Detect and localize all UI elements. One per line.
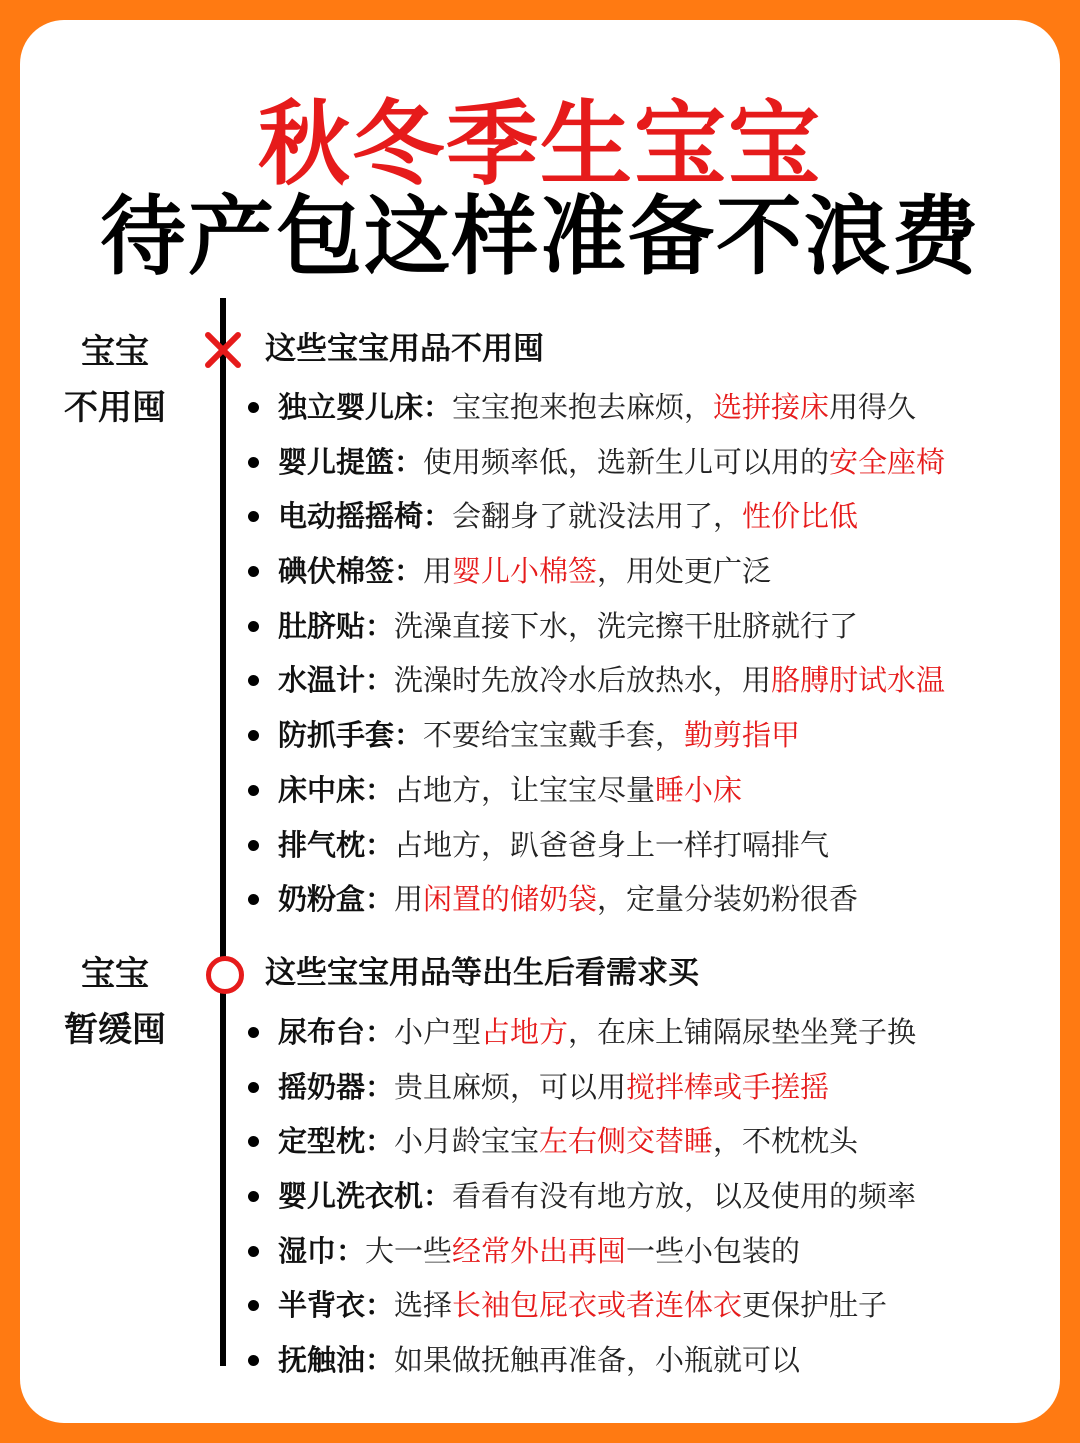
item-list-no-stock bbox=[242, 380, 1042, 927]
item-text: 用 bbox=[423, 554, 453, 589]
item-text: 一些小包装的 bbox=[626, 1233, 801, 1268]
list-item bbox=[242, 1169, 1042, 1224]
bullet-icon bbox=[248, 1136, 259, 1147]
item-text: ，定量分装奶粉很香 bbox=[597, 882, 859, 917]
bullet-icon bbox=[248, 621, 259, 632]
list-item bbox=[242, 818, 1042, 873]
list-item bbox=[242, 1224, 1042, 1279]
item-text: 不要给宝宝戴手套， bbox=[423, 718, 685, 753]
item-name: 碘伏棉签： bbox=[278, 554, 424, 589]
item-highlight: 占地方 bbox=[481, 1015, 569, 1049]
item-text: 小月龄宝宝 bbox=[394, 1124, 540, 1159]
list-item bbox=[242, 544, 1042, 599]
bullet-icon bbox=[248, 894, 259, 905]
bullet-icon bbox=[248, 1027, 259, 1038]
list-item bbox=[242, 1333, 1042, 1388]
item-highlight: 选拼接床 bbox=[713, 390, 830, 424]
item-list-postpone bbox=[242, 1005, 1042, 1388]
bullet-icon bbox=[248, 402, 259, 413]
item-text: 洗澡直接下水，洗完擦干肚脐就行了 bbox=[394, 608, 859, 643]
item-name: 肚脐贴： bbox=[278, 608, 395, 643]
list-item bbox=[242, 489, 1042, 544]
item-name: 防抓手套： bbox=[278, 718, 424, 753]
section-label-postpone bbox=[50, 946, 180, 1058]
list-item bbox=[242, 1005, 1042, 1060]
item-text: ，用处更广泛 bbox=[597, 554, 772, 589]
item-text: 占地方，趴爸爸身上一样打嗝排气 bbox=[394, 827, 830, 862]
section-label-line2: 暂缓囤 bbox=[64, 1010, 166, 1050]
item-name: 摇奶器： bbox=[278, 1069, 395, 1104]
item-highlight: 长袖包屁衣或者连体衣 bbox=[452, 1288, 743, 1323]
item-highlight: 性价比低 bbox=[742, 499, 859, 534]
section-label-line1: 宝宝 bbox=[81, 332, 149, 372]
item-name: 电动摇摇椅： bbox=[278, 499, 453, 534]
cross-icon bbox=[203, 330, 243, 370]
item-text: 大一些 bbox=[365, 1233, 453, 1268]
item-text: 用得久 bbox=[829, 390, 917, 424]
section-label-line2: 不用囤 bbox=[64, 388, 166, 428]
item-text: 占地方，让宝宝尽量 bbox=[394, 772, 656, 807]
item-text: 更保护肚子 bbox=[742, 1288, 888, 1323]
bullet-icon bbox=[248, 730, 259, 741]
list-item bbox=[242, 1060, 1042, 1115]
item-text: ，不枕枕头 bbox=[713, 1124, 859, 1159]
item-highlight: 胳膊肘试水温 bbox=[771, 663, 946, 698]
item-name: 婴儿洗衣机： bbox=[278, 1179, 453, 1214]
timeline-line bbox=[220, 298, 226, 1366]
list-item bbox=[242, 763, 1042, 818]
item-name: 排气枕： bbox=[278, 827, 395, 862]
item-text: 贵且麻烦，可以用 bbox=[394, 1069, 627, 1104]
content-card bbox=[20, 20, 1060, 1423]
bullet-icon bbox=[248, 1082, 259, 1093]
item-name: 湿巾： bbox=[278, 1233, 366, 1268]
title-line-1: 秋冬季生宝宝 bbox=[257, 91, 822, 198]
list-item bbox=[242, 653, 1042, 708]
item-text: 用 bbox=[394, 882, 424, 917]
bullet-icon bbox=[248, 1300, 259, 1311]
item-name: 独立婴儿床： bbox=[278, 390, 453, 424]
bullet-icon bbox=[248, 1246, 259, 1257]
item-name: 抚触油： bbox=[278, 1343, 395, 1378]
item-highlight: 婴儿小棉签 bbox=[452, 554, 598, 589]
list-item bbox=[242, 708, 1042, 763]
section-label-no-stock bbox=[50, 324, 180, 436]
bullet-icon bbox=[248, 511, 259, 522]
item-text: ，在床上铺隔尿垫坐凳子换 bbox=[568, 1015, 917, 1049]
item-highlight: 睡小床 bbox=[655, 772, 743, 807]
item-highlight: 闲置的储奶袋 bbox=[423, 882, 598, 917]
item-text: 选择 bbox=[394, 1288, 453, 1323]
section-label-line1: 宝宝 bbox=[81, 954, 149, 994]
list-item bbox=[242, 872, 1042, 927]
list-item bbox=[242, 599, 1042, 654]
bullet-icon bbox=[248, 1191, 259, 1202]
item-highlight: 搅拌棒或手搓摇 bbox=[626, 1069, 830, 1104]
bullet-icon bbox=[248, 1355, 259, 1366]
section-heading: 这些宝宝用品不用囤 bbox=[265, 331, 544, 367]
item-text: 小户型 bbox=[394, 1015, 482, 1049]
bullet-icon bbox=[248, 840, 259, 851]
bullet-icon bbox=[248, 457, 259, 468]
list-item bbox=[242, 1114, 1042, 1169]
item-name: 婴儿提篮： bbox=[278, 444, 424, 479]
item-highlight: 勤剪指甲 bbox=[684, 718, 801, 753]
item-name: 床中床： bbox=[278, 772, 395, 807]
item-highlight: 安全座椅 bbox=[829, 444, 946, 479]
bullet-icon bbox=[248, 785, 259, 796]
item-text: 如果做抚触再准备，小瓶就可以 bbox=[394, 1343, 801, 1378]
item-text: 会翻身了就没法用了， bbox=[452, 499, 743, 534]
item-name: 奶粉盒： bbox=[278, 882, 395, 917]
circle-icon bbox=[206, 956, 244, 994]
list-item bbox=[242, 380, 1042, 435]
list-item bbox=[242, 435, 1042, 490]
item-name: 半背衣： bbox=[278, 1288, 395, 1323]
item-highlight: 左右侧交替睡 bbox=[539, 1124, 714, 1159]
item-text: 宝宝抱来抱去麻烦， bbox=[452, 390, 714, 424]
item-text: 看看有没有地方放，以及使用的频率 bbox=[452, 1179, 917, 1214]
item-highlight: 经常外出再囤 bbox=[452, 1233, 627, 1268]
title-line-2: 待产包这样准备不浪费 bbox=[100, 187, 980, 287]
item-name: 水温计： bbox=[278, 663, 395, 698]
section-heading: 这些宝宝用品等出生后看需求买 bbox=[265, 955, 699, 991]
list-item bbox=[242, 1278, 1042, 1333]
bullet-icon bbox=[248, 675, 259, 686]
item-name: 尿布台： bbox=[278, 1015, 395, 1049]
item-text: 洗澡时先放冷水后放热水，用 bbox=[394, 663, 772, 698]
bullet-icon bbox=[248, 566, 259, 577]
item-name: 定型枕： bbox=[278, 1124, 395, 1159]
item-text: 使用频率低，选新生儿可以用的 bbox=[423, 444, 830, 479]
